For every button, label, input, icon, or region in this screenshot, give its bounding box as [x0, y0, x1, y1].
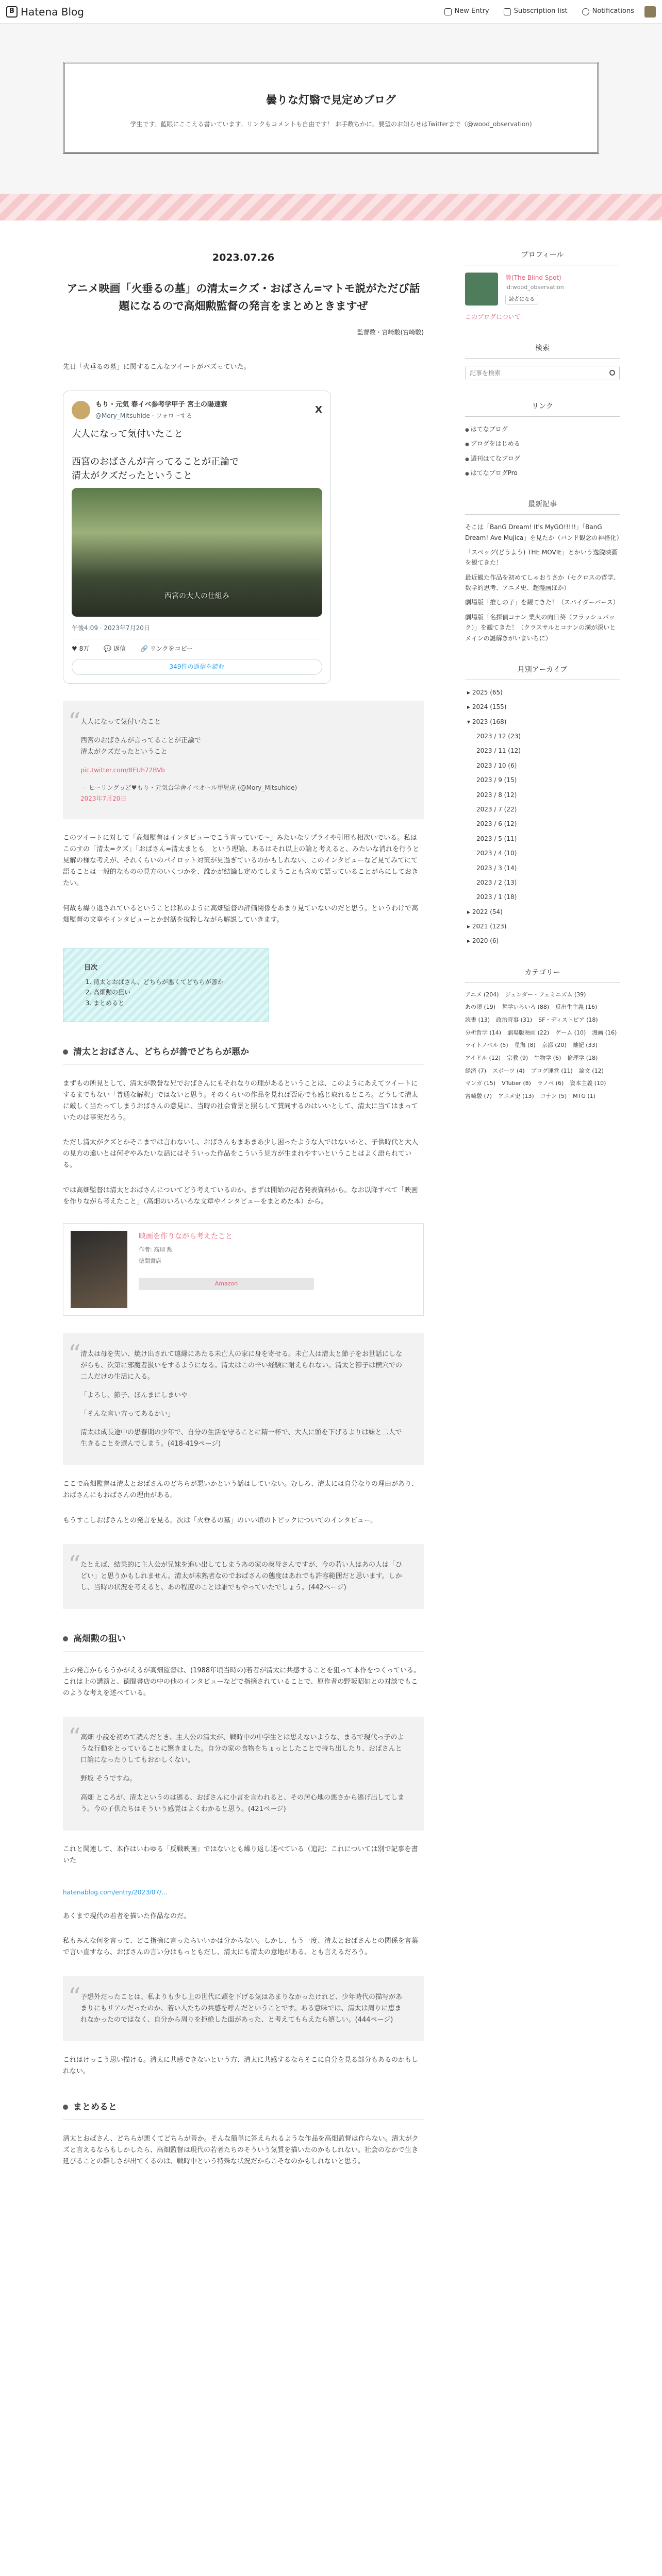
archive-item[interactable]: ▸ 2020 (6) — [467, 937, 499, 945]
category-link[interactable]: アニメ史 (13) — [498, 1093, 534, 1100]
body-paragraph: もうすこしおばさんとの発言を見る。次は「火垂るの墓」のいい頃のトピックについてのインタビュー。 — [63, 1516, 377, 1524]
category-link[interactable]: 漫画 (16) — [592, 1029, 617, 1036]
section-heading-1: 清太とおばさん、どちらが善でどちらが悪か — [63, 1045, 424, 1065]
body-paragraph: 私もみんな何を言って、どこ指摘に言ったらいいかは分からない。しかし、もう一度、清太とおばさんとの関係を言葉で言い直すなら、おばさんの言い分はもっともだし、清太にも清太の意地がある、とも言えるだろう。 — [63, 1937, 418, 1957]
archive-item[interactable]: 2023 / 3 (14) — [476, 864, 517, 872]
category-link[interactable]: 劇場版映画 (22) — [507, 1029, 550, 1036]
body-paragraph: ただし清太がクズとかそこまでは言わないし、おばさんもまあまあ少し困ったような人ではないかと、子供時代と大人の見方の違いとは何ぞやみたいな話にはそういった作品をこういう見方が生まれやすいということはよく語られている。 — [63, 1139, 418, 1170]
category-link[interactable]: 宗教 (9) — [507, 1055, 528, 1062]
tweet-image-caption: 西宮の大人の仕組み — [164, 591, 229, 600]
toc-item[interactable]: 3. まとめると — [93, 998, 248, 1008]
category-link[interactable]: SF・ディストピア (18) — [538, 1016, 598, 1024]
search-module — [465, 343, 620, 380]
related-article-link[interactable]: hatenablog.com/entry/2023/07/... — [63, 1888, 168, 1896]
user-avatar[interactable] — [644, 6, 656, 18]
body-paragraph: 上の発言からもうかがえるが高畑監督は、(1988年頃当時の)若者が清太に共感することを狙って本作をつくっている。これは上の講演と、徳間書店の中の他のインタビューなどで指摘されていることで、原作者の野坂昭如との対談でもこのような考えを述べている。 — [63, 1666, 420, 1698]
bell-icon — [582, 8, 589, 15]
notifications-link[interactable] — [582, 6, 634, 17]
recent-entry[interactable]: 最近観た作品を初めてしゃおうさか（セクロスの哲学、数学的思考、アニメ史、超漫画ほか） — [465, 573, 620, 592]
quote-link-line — [80, 765, 406, 775]
list-icon — [504, 8, 511, 15]
category-link[interactable]: マンガ (15) — [465, 1080, 496, 1087]
tweet-reply-label: 返信 — [113, 645, 126, 652]
quote-block — [63, 1976, 424, 2041]
toc-item[interactable]: 1. 清太とおばさん、どちらが悪くてどちらが善か — [93, 977, 248, 987]
category-link[interactable]: 資本主義 (10) — [570, 1080, 606, 1087]
tweet-copy-link-button[interactable]: 🔗 リンクをコピー — [140, 645, 193, 652]
body-paragraph: このツイートに対して「高畑監督はインタビューでこう言っていて〜」みたいなリプライや引用も相次いでいる。私はこのすの「清太=クズ」「おばさん=清太まとも」という理論、あるはそれ以上の論と考えると、みたいな消れを行うと見解の様な考えが、それくらいのパイロット対策が見過ぎているのかもしれない、このインタビューなど見てみてにて語ることは一般的なものの見方のいくつかを、誰かが結論し定めてしまうことも含めて語っていることがらにしておきたい。 — [63, 834, 420, 888]
quote-block — [63, 1717, 424, 1831]
category-link[interactable]: コナン (5) — [540, 1093, 567, 1100]
blog-title-box — [63, 62, 599, 154]
quote-line: 西宮のおばさんが言ってることが正論で — [80, 736, 202, 744]
category-link[interactable]: 経済 (7) — [465, 1067, 487, 1074]
profile-avatar[interactable] — [465, 273, 498, 306]
category-link[interactable]: アイドル (12) — [465, 1055, 501, 1062]
hatena-topbar — [0, 0, 662, 24]
recent-title: 最新記事 — [465, 499, 620, 515]
tweet-timestamp[interactable]: 午後4:09 · 2023年7月20日 — [72, 624, 150, 632]
page-layout — [22, 221, 640, 2167]
body-paragraph: これと関連して、本作はいわゆる「反戦映画」ではないとも繰り返し述べている（追記：これについては別で記事を書いた — [63, 1845, 418, 1865]
x-logo-icon[interactable]: X — [315, 404, 322, 415]
embedded-tweet[interactable] — [63, 391, 331, 684]
archive-title: 月別アーカイブ — [465, 664, 620, 680]
side-link-item[interactable]: ● 週刊はてなブログ — [465, 453, 620, 464]
recent-entry[interactable]: 「スペッグ(どうよう) THE MOVIE」とかいう逸脱映画を観てきた！ — [465, 548, 618, 567]
post-categories — [63, 327, 424, 337]
search-title: 検索 — [465, 343, 620, 359]
profile-name[interactable]: 曇(The Blind Spot) — [505, 274, 561, 281]
section-heading-3: まとめると — [63, 2100, 424, 2120]
body-paragraph: これはけっこう思い描ける。清太に共感できないという方、清太に共感するならそこに自分を見る部分もあるのかもしれない。 — [63, 2056, 419, 2075]
post-date[interactable]: 2023.07.26 — [212, 252, 275, 263]
subscription-link[interactable] — [504, 6, 568, 17]
quote-date-link[interactable]: 2023年7月20日 — [80, 794, 127, 802]
search-box — [465, 366, 620, 380]
category-link[interactable]: ライトノベル (5) — [465, 1042, 508, 1049]
category-link[interactable]: ジェンダー・フェミニズム (39) — [505, 991, 586, 998]
recent-module — [465, 499, 623, 643]
book-cover-image[interactable] — [71, 1231, 127, 1308]
category-link[interactable]: 分析哲学 (14) — [465, 1029, 502, 1036]
quote-paragraph: 「そんな言い方ってあるかい」 — [80, 1410, 175, 1418]
search-button[interactable] — [605, 366, 619, 380]
category-link[interactable]: ラノベ (6) — [537, 1080, 564, 1087]
book-embed[interactable] — [63, 1223, 424, 1316]
quote-paragraph: 「よろし、節子、ほんまにしまいや」 — [80, 1392, 195, 1400]
hatena-logo[interactable] — [6, 3, 84, 21]
blog-title[interactable]: 曇りな灯翳で見定めブログ — [266, 94, 396, 106]
toc-item[interactable]: 2. 高畑勲の狙い — [93, 987, 248, 997]
archive-item[interactable]: 2023 / 12 (23) — [476, 733, 521, 740]
book-title[interactable]: 映画を作りながら考えたこと — [139, 1232, 233, 1241]
archive-item[interactable]: 2023 / 11 (12) — [476, 747, 521, 755]
search-input[interactable] — [466, 366, 605, 380]
side-link-item[interactable]: ● はてなブログ — [465, 424, 620, 434]
recent-entry[interactable]: 劇場版「名探偵コナン 業火の向日葵（フラッシュバック）」を観てきた！（クラスサルとコナンの溝が深いとメインの謎解きがいまいちに） — [465, 613, 616, 642]
category-link[interactable]: ブログ運営 (11) — [531, 1067, 573, 1074]
recent-entry[interactable]: そこは「BanG Dream! It's MyGO!!!!!」「BanG Dream! Ave Mujica」を見たか（バンド観念の神格化） — [465, 523, 623, 541]
quote-paragraph: “ 高畑 小説を初めて読んだとき、主人公の清太が、戦時中の中学生とは思えないような、まるで現代っ子のような行動をとっていることに驚きました。自分の家の食物をちょっとしたことで持ち出したり、おばさんと口論になったりしてもおかしくない。 — [80, 1734, 404, 1765]
quote-paragraph: 高畑 ところが、清太というのは逃る、おばさんに小言を言われると、その居心地の悪さから逃げ出してしまう。今の子供たちはそういう感覚はよくわかると思う。(421ページ) — [80, 1793, 405, 1813]
quote-paragraph: “ たとえば、結果的に主人公が兄妹を追い出してしまうあの家の叔母さんですが、今の若い人はあの人は「ひどい」と思うかもしれません。清太が未熟者なのでおばさんの態度はあれでも許容範囲だと思います。しかし、当時の状況を考えると、あの程度のことは誰でもやっていたでしょう。(442ページ) — [80, 1561, 403, 1591]
archive-item[interactable]: 2023 / 8 (12) — [476, 791, 517, 799]
subscription-label: Subscription list — [514, 7, 568, 15]
tweet-author-name[interactable]: もり・元気 春イベ参考学甲子 宮土の陽速寮 — [95, 400, 228, 409]
hatena-logo-icon: B — [6, 6, 18, 18]
tweet-reply-button[interactable]: 💬 返信 — [104, 645, 126, 652]
category-link[interactable]: 雑記 (33) — [572, 1042, 598, 1049]
side-link-item[interactable]: ● ブログをはじめる — [465, 438, 620, 449]
pic-twitter-link[interactable]: pic.twitter.com/8EUh72BVb — [80, 766, 165, 774]
category-link[interactable]: ゲーム (10) — [555, 1029, 586, 1036]
hatena-brand-text: Hatena Blog — [21, 5, 84, 18]
profile-title: プロフィール — [465, 249, 620, 265]
body-paragraph: まずもの所見として、清太が教誉な兄でおばさんにもそれなりの理があるということは、このようにあえてツイートにするまでもない「普通な解釈」ではないと思う。そのくらいの作品を見れば否応でも感じ取れるところ。どうして清太に厳しく当たってしまうおばさんの意見に、当時の社会背景と照らして賛同するのはいいとして、清太に当てはまっていたのは事実だろう。 — [63, 1079, 419, 1122]
archive-item[interactable]: 2023 / 9 (15) — [476, 776, 517, 784]
subscribe-button[interactable]: 読者になる — [505, 295, 538, 304]
tweet-like-count: 8万 — [79, 645, 90, 652]
category-link[interactable]: 論文 (12) — [578, 1067, 604, 1074]
table-of-contents — [63, 948, 269, 1022]
lead-paragraph: 先日「火垂るの墓」に関するこんなツイートがバズっていた。 — [63, 363, 251, 371]
quote-paragraph: “ 予想外だったことは、私よりも少し上の世代に頭を下げる気はあまりなかったけれど、少年時代の描写があまりにもリアルだったのか、若い人たちの共感を呼んだということです。ある意味では、清太は周りに恵まれなかったのではなく、自分から周りを拒絶した面があった、と考えてもらえたら嬉しい。(444ページ) — [80, 1993, 403, 2024]
tweet-actions — [72, 639, 322, 654]
about-blog-link[interactable]: このブログについて — [465, 313, 521, 320]
sidebar — [465, 249, 623, 2167]
category-tag[interactable]: 監督数・宮崎駿(宮崎駿) — [357, 329, 424, 336]
archive-item[interactable]: 2023 / 4 (10) — [476, 850, 517, 857]
category-link[interactable]: VTuber (8) — [502, 1080, 531, 1087]
tweet-image[interactable] — [72, 488, 322, 617]
body-paragraph: ここで高畑監督は清太とおばさんのどちらが悪いかという話はしていない。むしろ、清太には自分なりの理由があり、おばさんにもおばさんの理由がある。 — [63, 1480, 419, 1500]
tweet-read-replies-button[interactable]: 349件の返信を読む — [72, 659, 322, 674]
category-link[interactable]: 反出生主義 (16) — [555, 1004, 598, 1011]
category-module — [465, 967, 620, 1101]
links-title: リンク — [465, 401, 620, 417]
new-entry-link[interactable] — [444, 6, 489, 17]
amazon-button[interactable]: Amazon — [139, 1278, 314, 1290]
section-heading-2: 高畑勲の狙い — [63, 1632, 424, 1652]
profile-id[interactable]: id:wood_observation — [505, 284, 564, 291]
tweet-like-button[interactable]: ♥ 8万 — [72, 645, 90, 652]
tweet-copy-label: リンクをコピー — [150, 645, 193, 652]
profile-module — [465, 249, 620, 322]
category-link[interactable]: アニメ (204) — [465, 991, 499, 998]
quote-block — [63, 1333, 424, 1466]
quote-attribution: — ヒーリングっど♥もり・元気台学舎イベオール甲児虎 (@Mory_Mitsuhide) — [80, 784, 297, 792]
archive-item[interactable]: 2023 / 6 (12) — [476, 820, 517, 828]
archive-item[interactable]: ▸ 2022 (54) — [467, 908, 503, 916]
body-paragraph: 清太とおばさん、どちらが悪くてどちらが善か。そんな簡単に答えられるような作品を高畑監督は作らない。清太がクズと言えるならもしかしたら、高畑監督は現代の若者たちのそういう気質を描いたのかもしれない。社会のなかで生き延びることの難しさが出てくるのは、戦時中という特殊な状況だからこそなのかもしれないと思う。 — [63, 2134, 419, 2166]
category-title: カテゴリー — [465, 967, 620, 983]
article — [63, 249, 424, 2167]
book-publisher: 徳間書店 — [139, 1258, 161, 1265]
pencil-icon — [444, 8, 452, 15]
body-paragraph: あくまで現代の若者を描いた作品なのだ。 — [63, 1912, 191, 1921]
decorative-stripe — [0, 194, 662, 221]
category-link[interactable]: 哲学いろいろ (88) — [502, 1004, 550, 1011]
quote-paragraph: “ 清太は母を失い、焼け出されて遠縁にあたる未亡人の家に身を寄せる。未亡人は清太と節子をお世話にしながらも、次第に邪魔者扱いをするようになる。清太はこの辛い経験に耐えられない。清太と節子は横穴での二人だけの生活に入る。 — [80, 1350, 403, 1381]
tweet-handle[interactable]: @Mory_Mitsuhide · フォローする — [95, 412, 193, 420]
archive-item[interactable]: ▸ 2024 (155) — [467, 703, 507, 711]
quote-block — [63, 1544, 424, 1609]
category-link[interactable]: 政治時事 (31) — [496, 1016, 533, 1024]
archive-item[interactable]: 2023 / 10 (6) — [476, 761, 517, 769]
book-author: 作者: 高畑 勲 — [139, 1246, 173, 1253]
quote-line: 清太がクズだったということ — [80, 748, 168, 756]
archive-item[interactable]: 2023 / 2 (13) — [476, 878, 517, 886]
category-link[interactable]: スポーツ (4) — [492, 1067, 525, 1074]
notifications-label: Notifications — [592, 7, 634, 15]
category-link[interactable]: 星海 (8) — [514, 1042, 536, 1049]
archive-item[interactable]: 2023 / 1 (18) — [476, 893, 517, 901]
tweet-text: 大人になって気付いたこと 西宮のおばさんが言ってることが正論で 清太がクズだったということ — [72, 429, 239, 482]
archive-item[interactable]: 2023 / 5 (11) — [476, 835, 517, 842]
blog-description: 学生です。藍眼にここえる書いています。リンクもコメントも自由です！ お手数ちかに。要望のお知らせはTwitterまで（@wood_observation) — [130, 120, 532, 128]
category-link[interactable]: 倫理学 (18) — [567, 1055, 598, 1062]
quote-paragraph: 清太は成長途中の思春期の少年で、自分の生活を守ることに精一杯で、大人に頭を下げるよりは妹と二人で生きることを選んでしまう。(418-419ページ) — [80, 1429, 402, 1448]
body-paragraph: 何故も繰り返されているということは私のように高畑監督の評価関係をあまり見ていないのだと思う。というわけで高畑監督の文章やインタビューとか封話を抜粋しながら解説していきます。 — [63, 904, 419, 924]
post-title[interactable]: アニメ映画「火垂るの墓」の清太=クズ・おばさん=マトモ説がただび話題になるので高畑勲監督の発言をまとめときますぜ — [67, 282, 420, 312]
new-entry-label: New Entry — [454, 7, 489, 15]
archive-item[interactable]: ▸ 2021 (123) — [467, 923, 507, 930]
blog-header — [0, 24, 662, 194]
category-link[interactable]: MTG (1) — [573, 1093, 595, 1100]
toc-title: 目次 — [84, 963, 98, 972]
tweet-avatar[interactable] — [72, 401, 90, 419]
quote-paragraph: 野坂 そうですね。 — [80, 1775, 137, 1783]
links-module — [465, 401, 620, 478]
search-icon — [609, 370, 615, 376]
category-link[interactable]: 生物学 (6) — [534, 1055, 561, 1062]
archive-item[interactable]: 2023 / 7 (22) — [476, 805, 517, 813]
side-link-item[interactable]: ● はてなブログPro — [465, 468, 620, 478]
archive-item[interactable]: ▾ 2023 (168) — [467, 718, 507, 725]
recent-entry[interactable]: 劇場版「推しの子」を観てきた！（スパイダーバース） — [465, 599, 619, 606]
quote-tweet-text — [63, 701, 424, 819]
category-link[interactable]: 京都 (20) — [541, 1042, 567, 1049]
archive-item[interactable]: ▸ 2025 (65) — [467, 688, 503, 696]
archive-module — [465, 664, 620, 946]
category-link[interactable]: 読書 (13) — [465, 1016, 490, 1024]
body-paragraph: では高畑監督は清太とおばさんについてどう考えているのか。まずは開始の記者発表資料から。なお以降すべて「映画を作りながら考えたこと」（高畑のいろいろな文章やインタビューをまとめた本）から。 — [63, 1186, 418, 1206]
quote-line: “ 大人になって気付いたこと — [80, 718, 161, 726]
category-link[interactable]: あの頃 (19) — [465, 1004, 496, 1011]
category-link[interactable]: 宮崎駿 (7) — [465, 1093, 492, 1100]
